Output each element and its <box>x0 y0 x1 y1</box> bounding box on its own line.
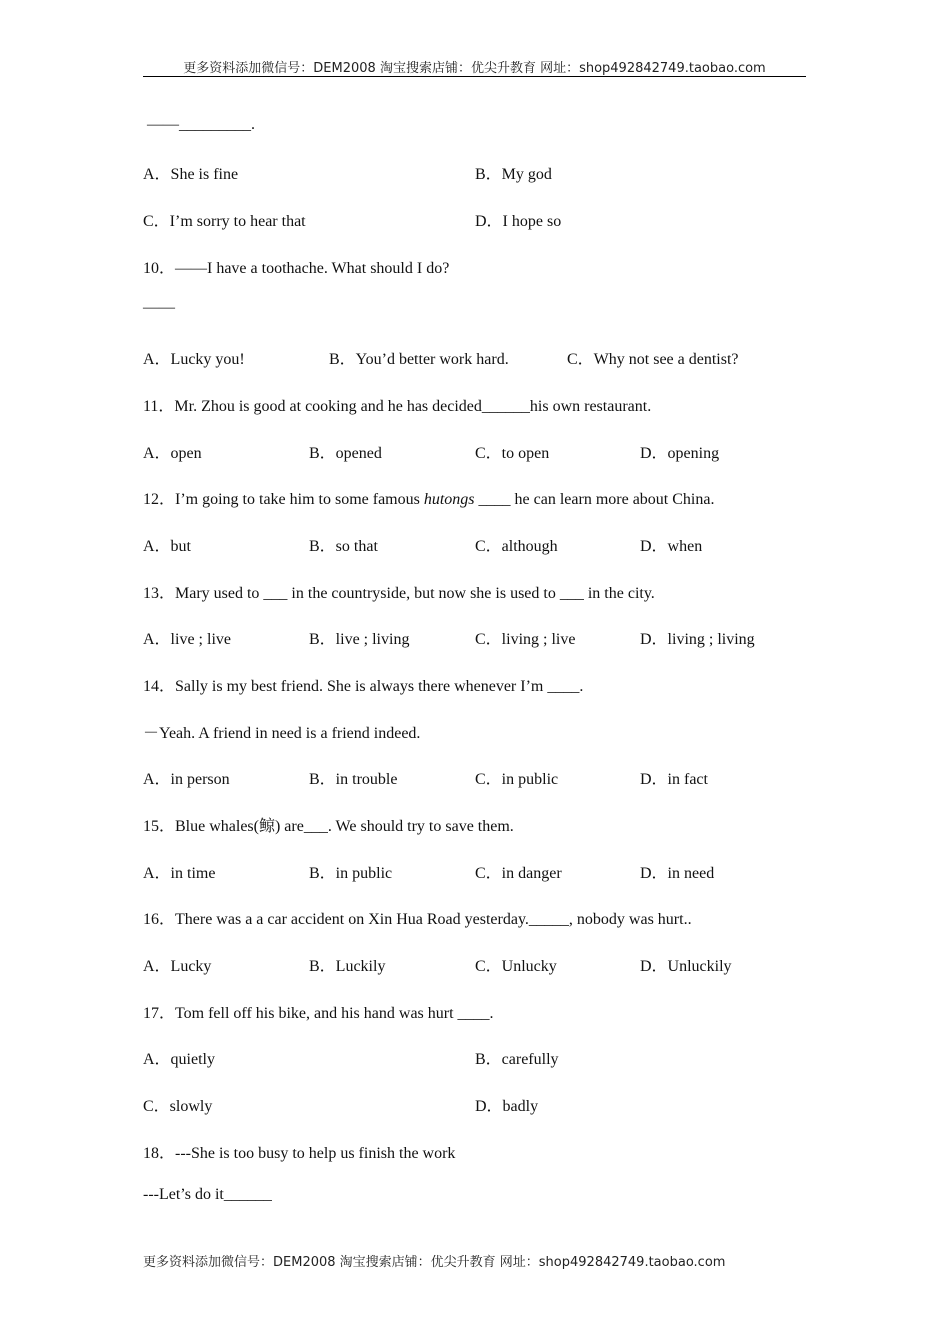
q11-option-b: B．opened <box>309 445 382 462</box>
q10-stem: 10．——I have a toothache. What should I do? <box>143 260 450 277</box>
q17-stem: 17．Tom fell off his bike, and his hand was hurt ____. <box>143 1005 494 1022</box>
q12-stem-italic: hutongs <box>423 491 475 508</box>
q10-option-c: C．Why not see a dentist? <box>567 351 739 368</box>
q18-reply: ---Let’s do it______ <box>143 1186 272 1203</box>
q12-stem <box>143 486 714 509</box>
q16-option-a: A．Lucky <box>143 958 212 975</box>
q18-stem: 18．---She is too busy to help us finish the work <box>143 1145 456 1162</box>
page-footer: 更多资料添加微信号：DEM2008 淘宝搜索店铺：优尖升教育 网址：shop492842749.taobao.com <box>143 1255 726 1270</box>
q9-option-a: A．She is fine <box>143 166 239 183</box>
q11-option-a: A．open <box>143 445 202 462</box>
q9-option-b: B．My god <box>475 166 552 183</box>
q16-option-d: D．Unluckily <box>640 958 732 975</box>
q10-option-b: B．You’d better work hard. <box>329 351 509 368</box>
q11-option-c: C．to open <box>475 445 550 462</box>
q13-option-a: A．live ; live <box>143 631 231 648</box>
q14-option-c: C．in public <box>475 771 559 788</box>
q15-option-c: C．in danger <box>475 865 562 882</box>
q10-option-a: A．Lucky you! <box>143 351 245 368</box>
q15-option-d: D．in need <box>640 865 715 882</box>
q12-option-a: A．but <box>143 538 192 555</box>
q13-option-c: C．living ; live <box>475 631 576 648</box>
q14-option-d: D．in fact <box>640 771 708 788</box>
q15-stem: 15．Blue whales(鲸) are___. We should try to save them. <box>143 818 514 835</box>
q9-option-c: C．I’m sorry to hear that <box>143 213 306 230</box>
q15-option-a: A．in time <box>143 865 216 882</box>
header-divider <box>143 76 806 77</box>
q16-stem: 16．There was a a car accident on Xin Hua Road yesterday._____, nobody was hurt.. <box>143 911 692 928</box>
q11-option-d: D．opening <box>640 445 720 462</box>
q9-answer-line: ——_________. <box>147 116 255 133</box>
q12-option-b: B．so that <box>309 538 378 555</box>
q11-stem: 11．Mr. Zhou is good at cooking and he has decided______his own restaurant. <box>143 398 652 415</box>
q17-option-d: D．badly <box>475 1098 539 1115</box>
q17-option-c: C．slowly <box>143 1098 213 1115</box>
q13-stem: 13．Mary used to ___ in the countryside, but now she is used to ___ in the city. <box>143 585 655 602</box>
q13-option-d: D．living ; living <box>640 631 755 648</box>
q12-option-d: D．when <box>640 538 703 555</box>
q12-stem-after: ____ he can learn more about China. <box>474 491 715 508</box>
q14-stem: 14．Sally is my best friend. She is always there whenever I’m ____. <box>143 678 584 695</box>
q14-reply: －Yeah. A friend in need is a friend indeed. <box>143 725 421 742</box>
q12-stem-before: 12．I’m going to take him to some famous <box>143 491 424 508</box>
q14-option-b: B．in trouble <box>309 771 398 788</box>
q12-option-c: C．although <box>475 538 558 555</box>
q9-option-d: D．I hope so <box>475 213 562 230</box>
q17-option-b: B．carefully <box>475 1051 559 1068</box>
q16-option-c: C．Unlucky <box>475 958 557 975</box>
q13-option-b: B．live ; living <box>309 631 410 648</box>
page-header: 更多资料添加微信号：DEM2008 淘宝搜索店铺：优尖升教育 网址：shop492842749.taobao.com <box>183 61 766 76</box>
q14-option-a: A．in person <box>143 771 230 788</box>
q10-answer-dash: —— <box>143 299 175 316</box>
q16-option-b: B．Luckily <box>309 958 386 975</box>
q17-option-a: A．quietly <box>143 1051 215 1068</box>
q15-option-b: B．in public <box>309 865 393 882</box>
